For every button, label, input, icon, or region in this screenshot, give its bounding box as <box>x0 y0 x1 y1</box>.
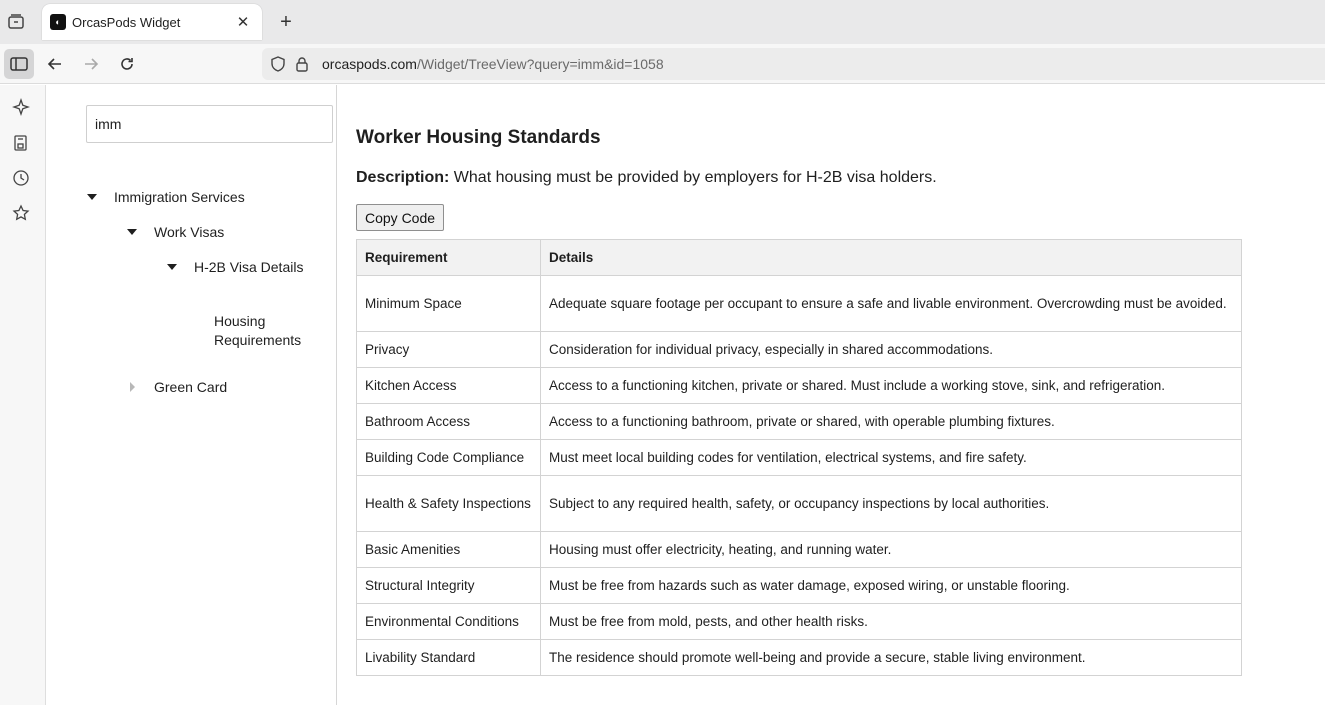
details-cell: Must be free from mold, pests, and other health risks. <box>541 604 1242 640</box>
table-row <box>357 276 1242 332</box>
requirement-cell: Privacy <box>357 332 541 368</box>
tree-node-label[interactable]: Immigration Services <box>114 189 245 205</box>
browser-sidebar <box>0 85 46 705</box>
close-tab-icon[interactable]: ✕ <box>236 14 250 31</box>
requirements-table <box>356 239 1242 676</box>
browser-toolbar <box>0 44 1325 84</box>
active-tab[interactable] <box>42 4 262 40</box>
caret-down-icon[interactable] <box>127 229 137 235</box>
table-row <box>357 476 1242 532</box>
requirement-cell: Basic Amenities <box>357 532 541 568</box>
table-row <box>357 568 1242 604</box>
tree-node-label[interactable]: Housing Requirements <box>214 313 302 348</box>
table-row <box>357 404 1242 440</box>
tree-node-immigration-services[interactable] <box>86 189 326 209</box>
bookmarks-star-icon[interactable] <box>11 203 31 223</box>
tree-node-housing-requirements[interactable] <box>214 312 314 352</box>
details-cell: Must meet local building codes for ventilation, electrical systems, and fire safety. <box>541 440 1242 476</box>
back-icon[interactable] <box>42 51 68 77</box>
caret-down-icon[interactable] <box>87 194 97 200</box>
page-content <box>46 85 1325 705</box>
tree-node-label[interactable]: H-2B Visa Details <box>194 259 304 275</box>
new-tab-icon[interactable]: + <box>280 10 292 33</box>
url-text[interactable] <box>322 56 664 72</box>
table-row <box>357 440 1242 476</box>
url-host: orcaspods.com <box>322 56 417 72</box>
description-text: What housing must be provided by employers for H-2B visa holders. <box>453 169 937 186</box>
tree-node-label[interactable]: Work Visas <box>154 224 225 240</box>
details-cell: Access to a functioning kitchen, private or shared. Must include a working stove, sink, and refrigeration. <box>541 368 1242 404</box>
details-cell: Housing must offer electricity, heating, and running water. <box>541 532 1242 568</box>
tree-node-green-card[interactable] <box>126 379 326 399</box>
reload-icon[interactable] <box>114 51 140 77</box>
requirement-cell: Kitchen Access <box>357 368 541 404</box>
sparkle-icon[interactable] <box>11 97 31 117</box>
details-cell: The residence should promote well-being and provide a secure, stable living environment. <box>541 640 1242 676</box>
requirement-cell: Structural Integrity <box>357 568 541 604</box>
tree-search-input[interactable] <box>86 105 333 143</box>
caret-right-icon[interactable] <box>130 382 135 392</box>
table-row <box>357 604 1242 640</box>
tree-node-label[interactable]: Green Card <box>154 379 228 395</box>
requirement-cell: Livability Standard <box>357 640 541 676</box>
sidebar-toggle-icon[interactable] <box>4 49 34 79</box>
save-page-icon[interactable] <box>11 133 31 153</box>
description-label: Description: <box>356 169 450 186</box>
table-row <box>357 368 1242 404</box>
tree-panel <box>46 85 337 705</box>
requirement-cell: Bathroom Access <box>357 404 541 440</box>
table-header-row <box>357 240 1242 276</box>
requirement-cell: Environmental Conditions <box>357 604 541 640</box>
tab-list-icon[interactable] <box>4 10 28 34</box>
column-header: Details <box>541 240 1242 276</box>
caret-down-icon[interactable] <box>167 264 177 270</box>
tree-node-work-visas[interactable] <box>126 224 326 244</box>
requirement-cell: Building Code Compliance <box>357 440 541 476</box>
requirement-cell: Minimum Space <box>357 276 541 332</box>
table-row <box>357 640 1242 676</box>
shield-icon[interactable] <box>270 56 286 72</box>
details-cell: Consideration for individual privacy, especially in shared accommodations. <box>541 332 1242 368</box>
details-cell: Subject to any required health, safety, or occupancy inspections by local authorities. <box>541 476 1242 532</box>
tab-bar <box>0 0 1325 44</box>
address-bar[interactable] <box>262 48 1325 80</box>
lock-icon[interactable] <box>294 56 310 72</box>
description <box>356 169 937 187</box>
column-header: Requirement <box>357 240 541 276</box>
orcaspods-favicon-icon: ◐ <box>50 14 66 30</box>
details-cell: Access to a functioning bathroom, private or shared, with operable plumbing fixtures. <box>541 404 1242 440</box>
page-title: Worker Housing Standards <box>356 127 601 148</box>
copy-code-button[interactable]: Copy Code <box>356 204 444 231</box>
tree-node-h2b-visa-details[interactable] <box>166 259 331 279</box>
details-cell: Must be free from hazards such as water damage, exposed wiring, or unstable flooring. <box>541 568 1242 604</box>
table-row <box>357 332 1242 368</box>
history-icon[interactable] <box>11 168 31 188</box>
details-cell: Adequate square footage per occupant to ensure a safe and livable environment. Overcrowding must be avoided. <box>541 276 1242 332</box>
forward-icon[interactable] <box>78 51 104 77</box>
url-path: /Widget/TreeView?query=imm&id=1058 <box>416 56 664 72</box>
requirement-cell: Health & Safety Inspections <box>357 476 541 532</box>
table-row <box>357 532 1242 568</box>
tab-title: OrcasPods Widget <box>72 14 181 30</box>
